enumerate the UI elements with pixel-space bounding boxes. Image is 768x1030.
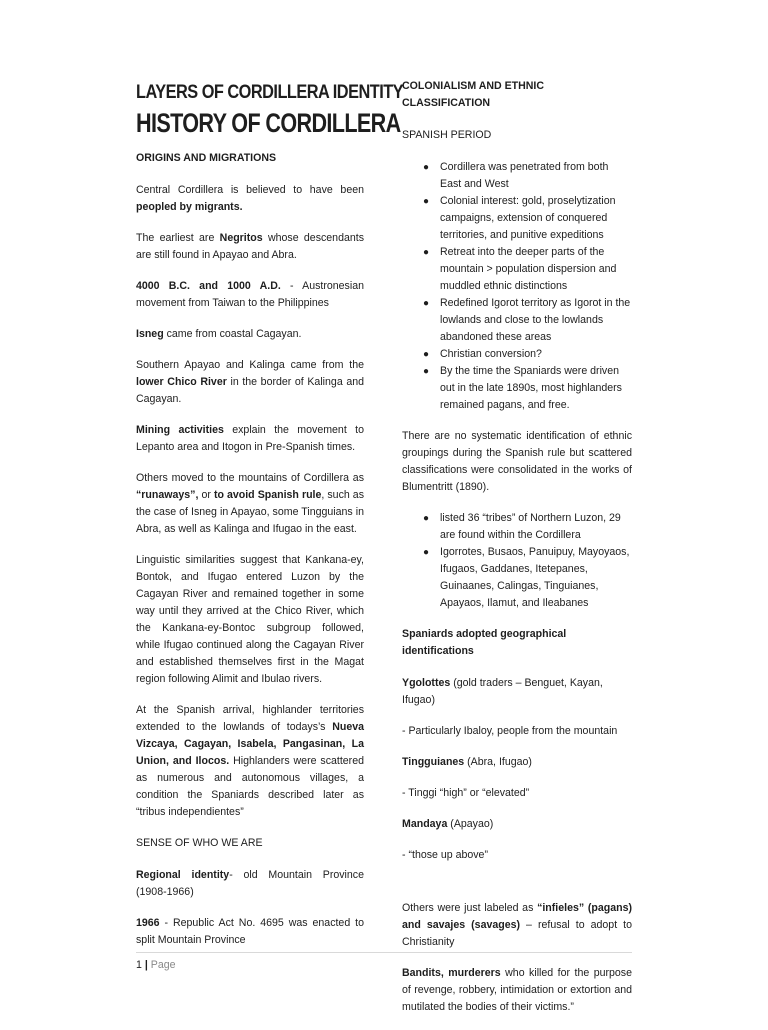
bullet-icon: ● xyxy=(423,196,430,207)
paragraph-mining: Mining activities explain the movement to Lepanto area and Itogon in Pre-Spanish times. xyxy=(136,424,364,453)
blumentritt-list xyxy=(402,510,632,612)
paragraph-spanish-arrival: At the Spanish arrival, highlander territories extended to the lowlands of todays’s Nueva Vizcaya, Cagayan, Isabela, Pangasinan, La Union, and Ilocos. Highlanders were scattered as numerous and autonomous villages, a condition the Spaniards described later as “tribus independientes” xyxy=(136,704,364,818)
document-subtitle: HISTORY OF CORDILLERA xyxy=(136,108,401,138)
page-footer xyxy=(136,952,632,973)
list-item: ● Redefined Igorot territory as Igorot in the lowlands and close to the lowlands abandoned these areas xyxy=(423,297,631,343)
paragraph-runaways: Others moved to the mountains of Cordillera as “runaways”, or to avoid Spanish rule, such as the case of Isneg in Apayao, some Tingguians in Abra, as well as Kalinga and Ifugao in the east. xyxy=(136,472,364,535)
list-item: ● Colonial interest: gold, proselytization campaigns, extension of conquered territories, and punitive expeditions xyxy=(423,195,616,241)
geographical-heading: Spaniards adopted geographical identifications xyxy=(402,628,567,657)
page-number: 1 xyxy=(136,959,142,971)
list-item: ● Christian conversion? xyxy=(402,346,632,363)
bullet-icon: ● xyxy=(423,547,430,558)
paragraph-bandits: Bandits, murderers who killed for the purpose of revenge, robbery, intimidation or extortion and mutilated the bodies of their victims.” xyxy=(402,967,632,1013)
paragraph-isneg: Isneg came from coastal Cagayan. xyxy=(136,328,302,340)
paragraph-tingguianes: Tingguianes (Abra, Ifugao) xyxy=(402,756,532,768)
list-item: ● Cordillera was penetrated from both East and West xyxy=(423,161,609,190)
paragraph-infieles: Others were just labeled as “infieles” (pagans) and savajes (savages) – refusal to adopt to Christianity xyxy=(402,902,632,948)
paragraph-southern-apayao: Southern Apayao and Kalinga came from the lower Chico River in the border of Kalinga and Cagayan. xyxy=(136,359,365,405)
colonialism-heading: COLONIALISM AND ETHNIC CLASSIFICATION xyxy=(402,80,545,109)
note-tingguianes: - Tinggi “high” or “elevated” xyxy=(402,787,530,799)
bullet-icon: ● xyxy=(423,162,430,173)
page-label: Page xyxy=(150,959,176,971)
paragraph-peopled: Central Cordillera is believed to have been peopled by migrants. xyxy=(136,184,364,213)
spanish-period-heading: SPANISH PERIOD xyxy=(402,129,492,141)
right-column xyxy=(402,76,632,1030)
bullet-icon: ● xyxy=(423,366,430,377)
spanish-period-list xyxy=(402,159,632,414)
paragraph-ygolottes: Ygolottes (gold traders – Benguet, Kayan, Ifugao) xyxy=(402,677,603,706)
paragraph-linguistic: Linguistic similarities suggest that Kankana-ey, Bontok, and Ifugao entered Luzon by the Cagayan River and remained together in some way until they arrived at the Chico River, which the Kankana-ey-Bontoc subgroup followed, while Ifugao continued along the Cagayan River and established themselves first in the Magat region following Alimit and Ibulao rivers. xyxy=(136,554,364,685)
paragraph-austronesian: 4000 B.C. and 1000 A.D. - Austronesian movement from Taiwan to the Philippines xyxy=(136,280,364,309)
list-item: ● Igorrotes, Busaos, Panuipuy, Mayoyaos, Ifugaos, Gaddanes, Itetepanes, Guinaanes, Calingas, Tinguianes, Apayaos, Ilamut, and Ileabanes xyxy=(423,546,630,609)
list-item: ● By the time the Spaniards were driven out in the late 1890s, most highlanders remained pagans, and free. xyxy=(423,365,622,411)
bullet-icon: ● xyxy=(423,298,430,309)
bullet-icon: ● xyxy=(423,349,430,360)
list-item: ● Retreat into the deeper parts of the mountain > population dispersion and muddled ethnic distinctions xyxy=(423,246,617,292)
paragraph-regional-identity: Regional identity- old Mountain Province (1908-1966) xyxy=(136,869,364,898)
origins-heading: ORIGINS AND MIGRATIONS xyxy=(136,152,277,164)
document-title: LAYERS OF CORDILLERA IDENTITY xyxy=(136,82,404,103)
footer-separator: | xyxy=(141,959,151,971)
paragraph-negritos: The earliest are Negritos whose descendants are still found in Apayao and Abra. xyxy=(136,232,364,261)
paragraph-blumentritt: There are no systematic identification of ethnic groupings during the Spanish rule but scattered classifications were consolidated in the works of Blumentritt (1890). xyxy=(402,430,632,493)
list-item: ● listed 36 “tribes” of Northern Luzon, 29 are found within the Cordillera xyxy=(423,512,621,541)
note-ygolottes: - Particularly Ibaloy, people from the mountain xyxy=(402,725,618,737)
paragraph-1966: 1966 - Republic Act No. 4695 was enacted to split Mountain Province xyxy=(136,917,364,946)
bullet-icon: ● xyxy=(423,247,430,258)
paragraph-mandaya: Mandaya (Apayao) xyxy=(402,818,494,830)
left-column xyxy=(136,76,404,963)
bullet-icon: ● xyxy=(423,513,430,524)
sense-heading: SENSE OF WHO WE ARE xyxy=(136,837,263,849)
note-mandaya: - “those up above” xyxy=(402,849,488,861)
